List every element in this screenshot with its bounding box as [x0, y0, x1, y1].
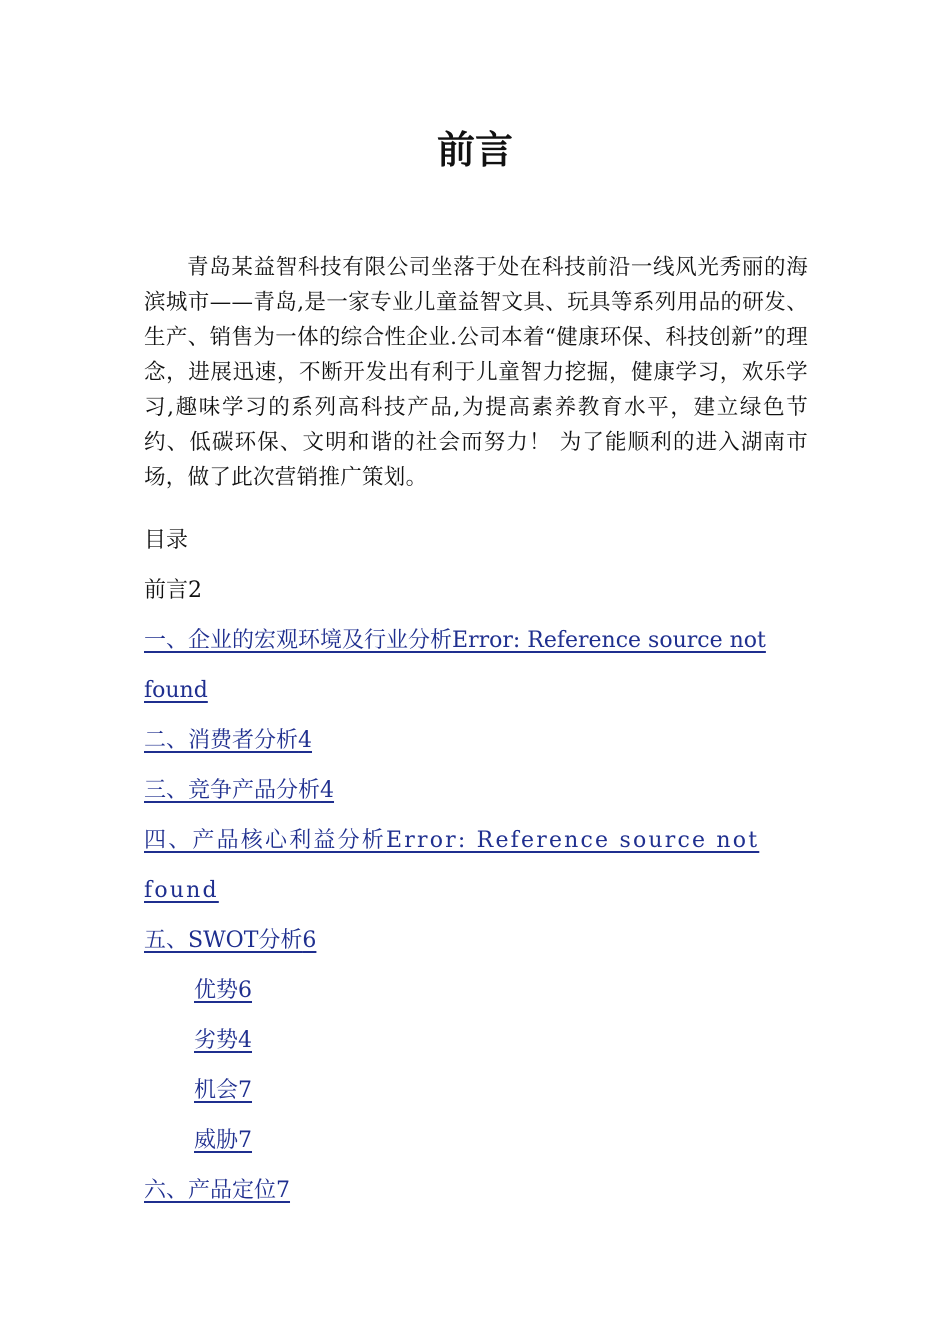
toc-entry-macro-analysis — [144, 616, 808, 716]
toc-entry-label: 六、产品定位 — [144, 1178, 277, 1203]
toc-entry-opportunities — [144, 1066, 808, 1116]
intro-paragraph: 青岛某益智科技有限公司坐落于处在科技前沿一线风光秀丽的海滨城市——青岛,是一家专业儿童益智文具、玩具等系列用品的研发、生产、销售为一体的综合性企业.公司本着“健康环保、科技创新”的理念，进展迅速，不断开发出有利于儿童智力挖掘，健康学习，欢乐学习,趣味学习的系列高科技产品,为提高素养教育水平，建立绿色节约、低碳环保、文明和谐的社会而努力！ 为了能顺利的进入湖南市场，做了此次营销推广策划。 — [144, 255, 808, 490]
toc-entry-weaknesses — [144, 1016, 808, 1066]
toc-entry-label: 前言 — [144, 578, 189, 603]
toc-heading: 目录 — [144, 528, 189, 553]
toc-entry-page: 4 — [298, 728, 313, 753]
toc-link-core-benefit[interactable] — [144, 828, 759, 903]
toc-entry-label: 五、SWOT分析 — [144, 928, 303, 953]
toc-entry-label: 机会 — [194, 1078, 239, 1103]
toc-entry-page: 6 — [238, 978, 253, 1003]
toc-link-competitor-analysis[interactable] — [144, 778, 334, 803]
toc-entry-consumer-analysis — [144, 716, 808, 766]
toc-entry-competitor-analysis — [144, 766, 808, 816]
toc-link-consumer-analysis[interactable] — [144, 728, 312, 753]
toc-entry-page: 7 — [238, 1128, 253, 1153]
toc-entry-label: 一、企业的宏观环境及行业分析 — [144, 628, 453, 653]
toc-entry-label: 威胁 — [194, 1128, 239, 1153]
toc-entry-page: 6 — [302, 928, 317, 953]
table-of-contents — [144, 516, 808, 1216]
toc-link-weaknesses[interactable] — [194, 1028, 252, 1053]
toc-entry-page: 7 — [238, 1078, 253, 1103]
toc-link-swot[interactable] — [144, 928, 316, 953]
toc-entry-preface — [144, 566, 808, 616]
toc-entry-page: Error: Reference source not found — [144, 828, 760, 903]
toc-entry-label: 三、竞争产品分析 — [144, 778, 321, 803]
toc-entry-label: 劣势 — [194, 1028, 239, 1053]
toc-entry-page: Error: Reference source not found — [144, 628, 766, 703]
toc-link-positioning[interactable] — [144, 1178, 290, 1203]
toc-entry-page: 4 — [238, 1028, 253, 1053]
toc-entry-label: 优势 — [194, 978, 239, 1003]
toc-entry-page: 4 — [320, 778, 335, 803]
toc-link-strengths[interactable] — [194, 978, 252, 1003]
toc-entry-swot — [144, 916, 808, 966]
toc-entry-positioning — [144, 1166, 808, 1216]
toc-link-threats[interactable] — [194, 1128, 252, 1153]
toc-entry-label: 二、消费者分析 — [144, 728, 299, 753]
toc-entry-page: 7 — [276, 1178, 291, 1203]
page-title: 前言 — [436, 127, 513, 172]
toc-entry-strengths — [144, 966, 808, 1016]
toc-entry-page: 2 — [188, 578, 203, 603]
toc-link-macro-analysis[interactable] — [144, 628, 766, 703]
toc-entry-threats — [144, 1116, 808, 1166]
toc-link-opportunities[interactable] — [194, 1078, 252, 1103]
toc-entry-core-benefit — [144, 816, 808, 916]
toc-entry-label: 四、产品核心利益分析 — [144, 828, 387, 853]
